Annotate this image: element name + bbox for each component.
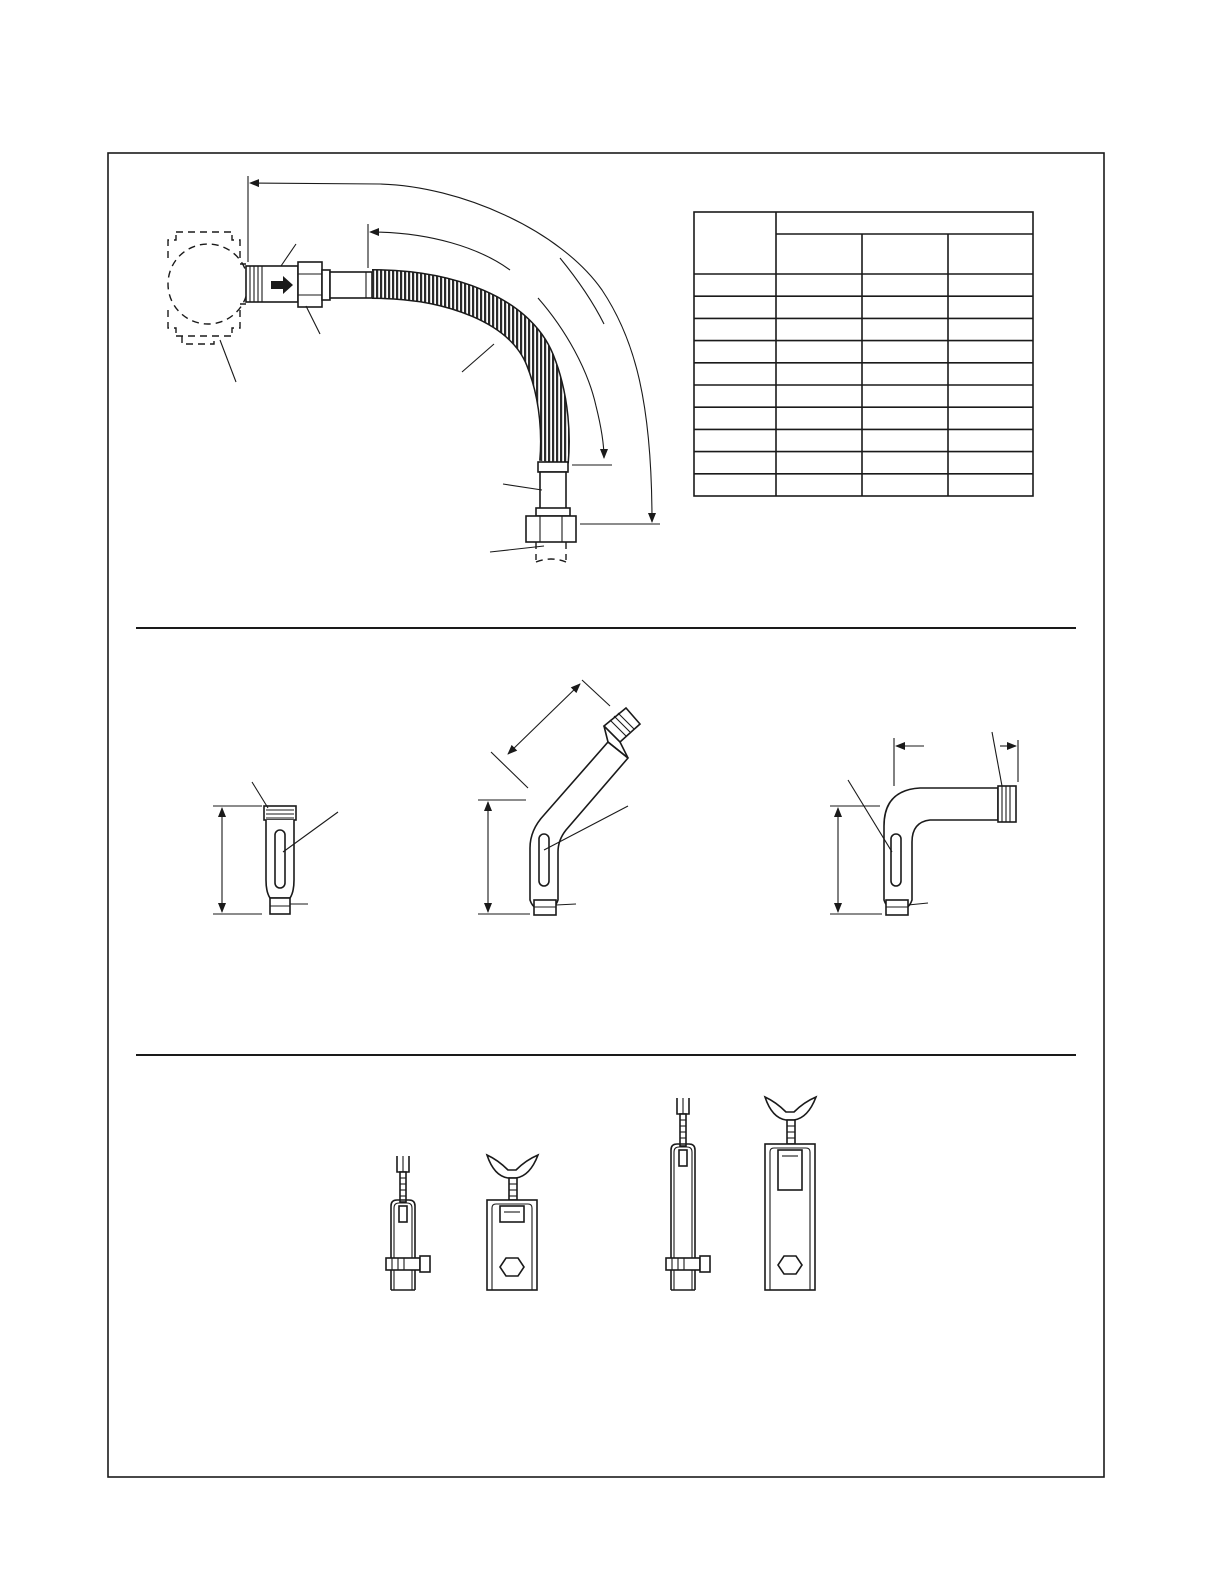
- wing-nut-icon: [765, 1097, 816, 1120]
- hex-nut-icon: [778, 1256, 802, 1274]
- dimension-lines: [248, 176, 660, 524]
- dimension-table: [694, 212, 1033, 496]
- hex-nut-icon: [500, 1258, 524, 1276]
- hex-nut-icon: [298, 262, 330, 307]
- long-bracket-front: [765, 1097, 816, 1290]
- long-bracket-side: [666, 1098, 710, 1290]
- wing-nut-icon: [487, 1155, 538, 1178]
- straight-drop: [213, 782, 338, 914]
- outlet-nipple: [246, 266, 298, 302]
- offset-45-drop: [478, 680, 640, 915]
- elbow-90-drop: [830, 732, 1018, 915]
- flex-connector-figure: [168, 176, 1033, 562]
- short-bracket-side: [386, 1156, 430, 1290]
- short-bracket-front: [487, 1155, 538, 1290]
- branch-pipe-outline: [168, 232, 248, 344]
